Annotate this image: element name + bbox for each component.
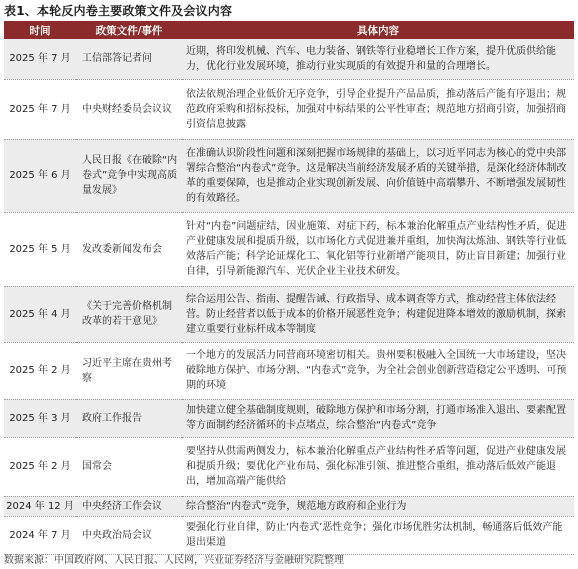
row-doc: 人民日报《在破除“内卷式”竞争中实现高质量发展》 xyxy=(76,139,182,212)
table-row xyxy=(4,496,574,516)
row-doc: 发改委新闻发布会 xyxy=(76,212,182,286)
row-time: 2024 年 7 月 xyxy=(4,516,76,554)
table-header xyxy=(4,21,574,39)
table-row xyxy=(4,342,574,399)
row-doc: 中央财经委员会议议 xyxy=(76,79,182,139)
row-doc: 中央政治局会议 xyxy=(76,516,182,554)
row-content: 近期，将印发机械、汽车、电力装备、钢铁等行业稳增长工作方案，提升优质供给能力，优化行业发展环境，推动行业实现质的有效提升和量的合理增长。 xyxy=(182,39,574,79)
row-content: 依法依规治理企业低价无序竞争，引导企业提升产品品质，推动落后产能有序退出；规范政府采购和招标投标，加强对中标结果的公平性审查；规范地方招商引资，加强招商引资信息披露 xyxy=(182,79,574,139)
row-time: 2025 年 5 月 xyxy=(4,212,76,286)
table-row xyxy=(4,286,574,342)
header-content: 具体内容 xyxy=(182,21,574,39)
row-doc: 政府工作报告 xyxy=(76,399,182,437)
row-time: 2025 年 6 月 xyxy=(4,139,76,212)
row-time: 2025 年 3 月 xyxy=(4,399,76,437)
row-content: 在准确认识阶段性问题和深刻把握市场规律的基础上，以习近平同志为核心的党中央部署综合整治“内卷式”竞争。这是解决当前经济发展矛盾的关键举措，是深化经济体制改革的重要保障，也是推动企业实现创新发展、向价值链中高端攀升、不断增强发展韧性的有效路径。 xyxy=(182,139,574,212)
row-content: 要坚持从供需两侧发力，标本兼治化解重点产业结构性矛盾等问题，促进产业健康发展和提质升级；要优化产业布局、强化标准引领、推进整合重组，推动落后低效产能退出，增加高端产能供给 xyxy=(182,437,574,496)
row-time: 2025 年 4 月 xyxy=(4,286,76,342)
row-time: 2025 年 7 月 xyxy=(4,79,76,139)
data-source-note: 数据来源：中国政府网、人民日报、人民网，兴业证券经济与金融研究院整理 xyxy=(4,555,344,566)
row-content: 综合整治“内卷式”竞争，规范地方政府和企业行为 xyxy=(182,496,574,516)
row-doc: 工信部答记者问 xyxy=(76,39,182,79)
row-doc: 中央经济工作会议 xyxy=(76,496,182,516)
row-time: 2024 年 12 月 xyxy=(4,496,76,516)
header-time: 时间 xyxy=(4,21,76,39)
table-row xyxy=(4,79,574,139)
table-row xyxy=(4,212,574,286)
table-row xyxy=(4,139,574,212)
row-time: 2025 年 2 月 xyxy=(4,342,76,399)
row-time: 2025 年 7 月 xyxy=(4,39,76,79)
row-content: 要强化行业自律，防止‘内卷式’恶性竞争；强化市场优胜劣汰机制，畅通落后低效产能退出渠道 xyxy=(182,516,574,554)
row-doc: 国常会 xyxy=(76,437,182,496)
row-content: 针对“内卷”问题症结，因业施策、对症下药，标本兼治化解重点产业结构性矛盾，促进产业健康发展和提质升级，以市场化方式促进兼并重组，加快淘汰炼油、钢铁等行业低效落后产能；科学论证煤化工、氧化铝等行业新增产能项目，防止盲目新建；加强行业自律，引导新能源汽车、光伏企业主业技术研发。 xyxy=(182,212,574,286)
header-doc: 政策文件/事件 xyxy=(76,21,182,39)
row-content: 综合运用公告、指南、提醒告诫、行政指导、成本调查等方式，推动经营主体依法经营。防止经营者以低于成本的价格开展恶性竞争；构建促进降本增效的激励机制，探索建立重要行业标杆成本等制度 xyxy=(182,286,574,342)
row-content: 加快建立健全基础制度规则，破除地方保护和市场分割，打通市场准入退出、要素配置等方面制约经济循环的卡点堵点，综合整治“内卷式”竞争 xyxy=(182,399,574,437)
row-doc: 《关于完善价格机制改革的若干意见》 xyxy=(76,286,182,342)
header-row xyxy=(4,21,574,39)
table-row xyxy=(4,399,574,437)
table-body xyxy=(4,39,574,554)
table-title: 表1、本轮反内卷主要政策文件及会议内容 xyxy=(4,4,233,18)
table-row xyxy=(4,516,574,554)
policy-table xyxy=(4,21,574,555)
table-row xyxy=(4,437,574,496)
table-row xyxy=(4,39,574,79)
row-doc: 习近平主席在贵州考察 xyxy=(76,342,182,399)
row-time: 2025 年 2 月 xyxy=(4,437,76,496)
row-content: 一个地方的发展活力同营商环境密切相关。贵州要积极融入全国统一大市场建设，坚决破除地方保护、市场分割、“内卷式”竞争，为全社会创业创新营造稳定公平透明、可预期的环境 xyxy=(182,342,574,399)
